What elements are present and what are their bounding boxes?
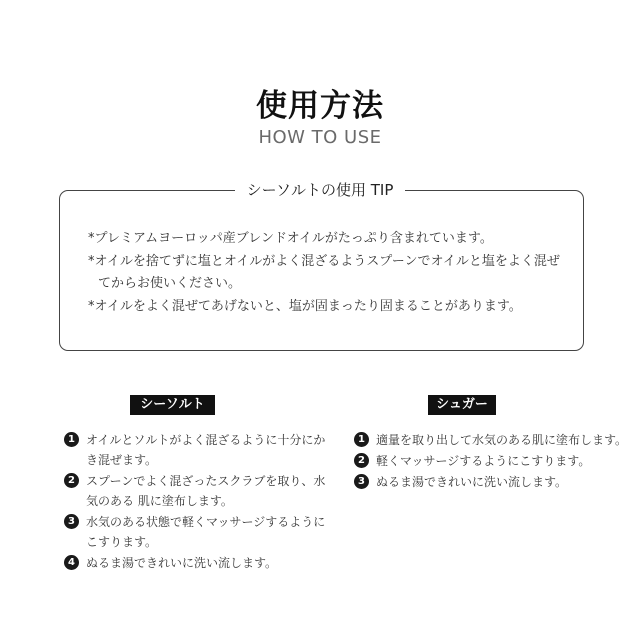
step-number-badge: 3 [354,474,369,489]
step-text: オイルとソルトがよく混ざるように十分にかき混ぜます。 [86,433,326,467]
tip-item: *オイルをよく混ぜてあげないと、塩が固まったり固まることがあります。 [88,299,522,314]
step-item [354,451,629,471]
step-text: 適量を取り出して水気のある肌に塗布します。 [376,433,628,447]
step-item [64,553,334,573]
step-number-badge: 4 [64,555,79,570]
tip-item: *オイルを捨てずに塩とオイルがよく混ざるようスプーンでオイルと塩をよく混ぜてからお使いください。 [88,254,560,291]
step-item [64,512,334,552]
step-item [354,472,629,492]
step-text: 軽くマッサージするようにこすります。 [376,454,591,468]
tip-box-title [0,179,640,200]
sugar-steps [354,430,629,493]
step-number-badge: 2 [354,453,369,468]
step-item [64,471,334,511]
sea-salt-steps [64,430,334,574]
step-text: ぬるま湯できれいに洗い流します。 [376,475,568,489]
step-item [354,430,629,450]
tip-item: *プレミアムヨーロッパ産ブレンドオイルがたっぷり含まれています。 [88,231,493,246]
step-number-badge: 1 [354,432,369,447]
page-subtitle: HOW TO USE [258,127,382,148]
step-item [64,430,334,470]
tip-title-text: シーソルトの使用 TIP [235,181,406,199]
step-text: 水気のある状態で軽くマッサージするようにこすります。 [86,515,326,549]
step-number-badge: 2 [64,473,79,488]
page-title: 使用方法 [256,88,384,124]
tip-list [88,228,568,319]
step-text: ぬるま湯できれいに洗い流します。 [86,556,278,570]
step-number-badge: 1 [64,432,79,447]
step-number-badge: 3 [64,514,79,529]
step-text: スプーンでよく混ざったスクラブを取り、水気のある 肌に塗布します。 [86,474,326,508]
sea-salt-label: シーソルト [130,395,215,415]
sugar-label: シュガー [428,395,496,415]
